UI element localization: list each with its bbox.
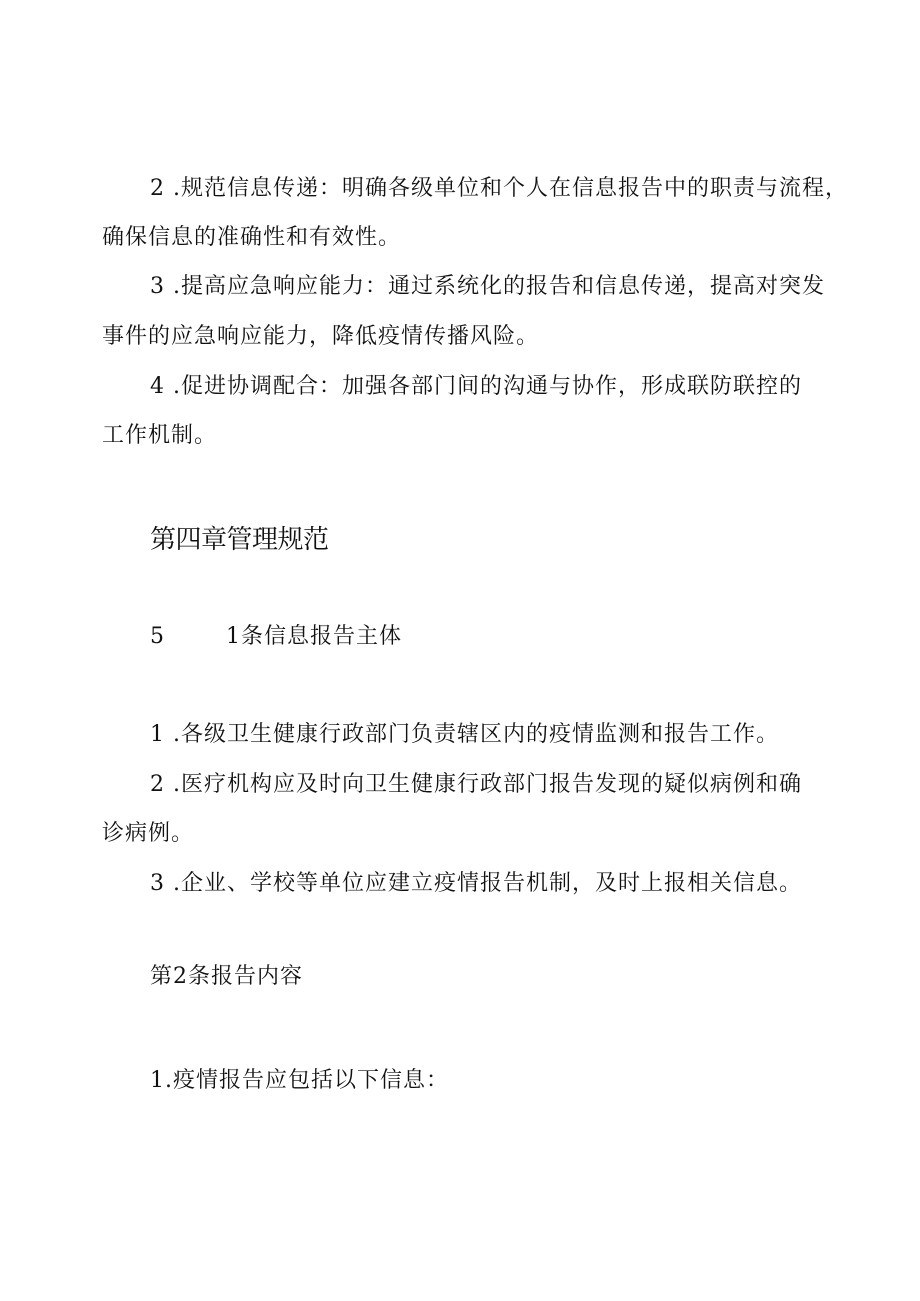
- chapter-heading: 第四章管理规范: [150, 525, 329, 555]
- paragraph-2-line-2: 确保信息的准确性和有效性。: [102, 225, 402, 250]
- article-2-heading: 第2条报告内容: [150, 964, 303, 989]
- article-1-item-1: 1 .各级卫生健康行政部门负责辖区内的疫情监测和报告工作。: [150, 722, 779, 747]
- paragraph-4-line-2: 工作机制。: [102, 423, 218, 448]
- paragraph-2-line-1: 2 .规范信息传递：明确各级单位和个人在信息报告中的职责与流程，: [150, 176, 848, 201]
- paragraph-4-line-1: 4 .促进协调配合：加强各部门间的沟通与协作，形成联防联控的: [150, 374, 802, 399]
- article-1-item-3: 3 .企业、学校等单位应建立疫情报告机制，及时上报相关信息。: [150, 871, 802, 896]
- paragraph-3-line-1: 3 .提高应急响应能力：通过系统化的报告和信息传递，提高对突发: [150, 274, 825, 299]
- article-1-item-2-line-1: 2 .医疗机构应及时向卫生健康行政部门报告发现的疑似病例和确: [150, 772, 802, 797]
- article-1-heading: [150, 626, 402, 648]
- article-1-item-2-line-2: 诊病例。: [102, 821, 195, 846]
- paragraph-3-line-2: 事件的应急响应能力，降低疫情传播风险。: [102, 324, 540, 349]
- article-1-title: 1条信息报告主体: [226, 624, 402, 649]
- article-1-number: 5: [150, 624, 165, 649]
- article-2-item-1: 1.疫情报告应包括以下信息：: [150, 1068, 449, 1093]
